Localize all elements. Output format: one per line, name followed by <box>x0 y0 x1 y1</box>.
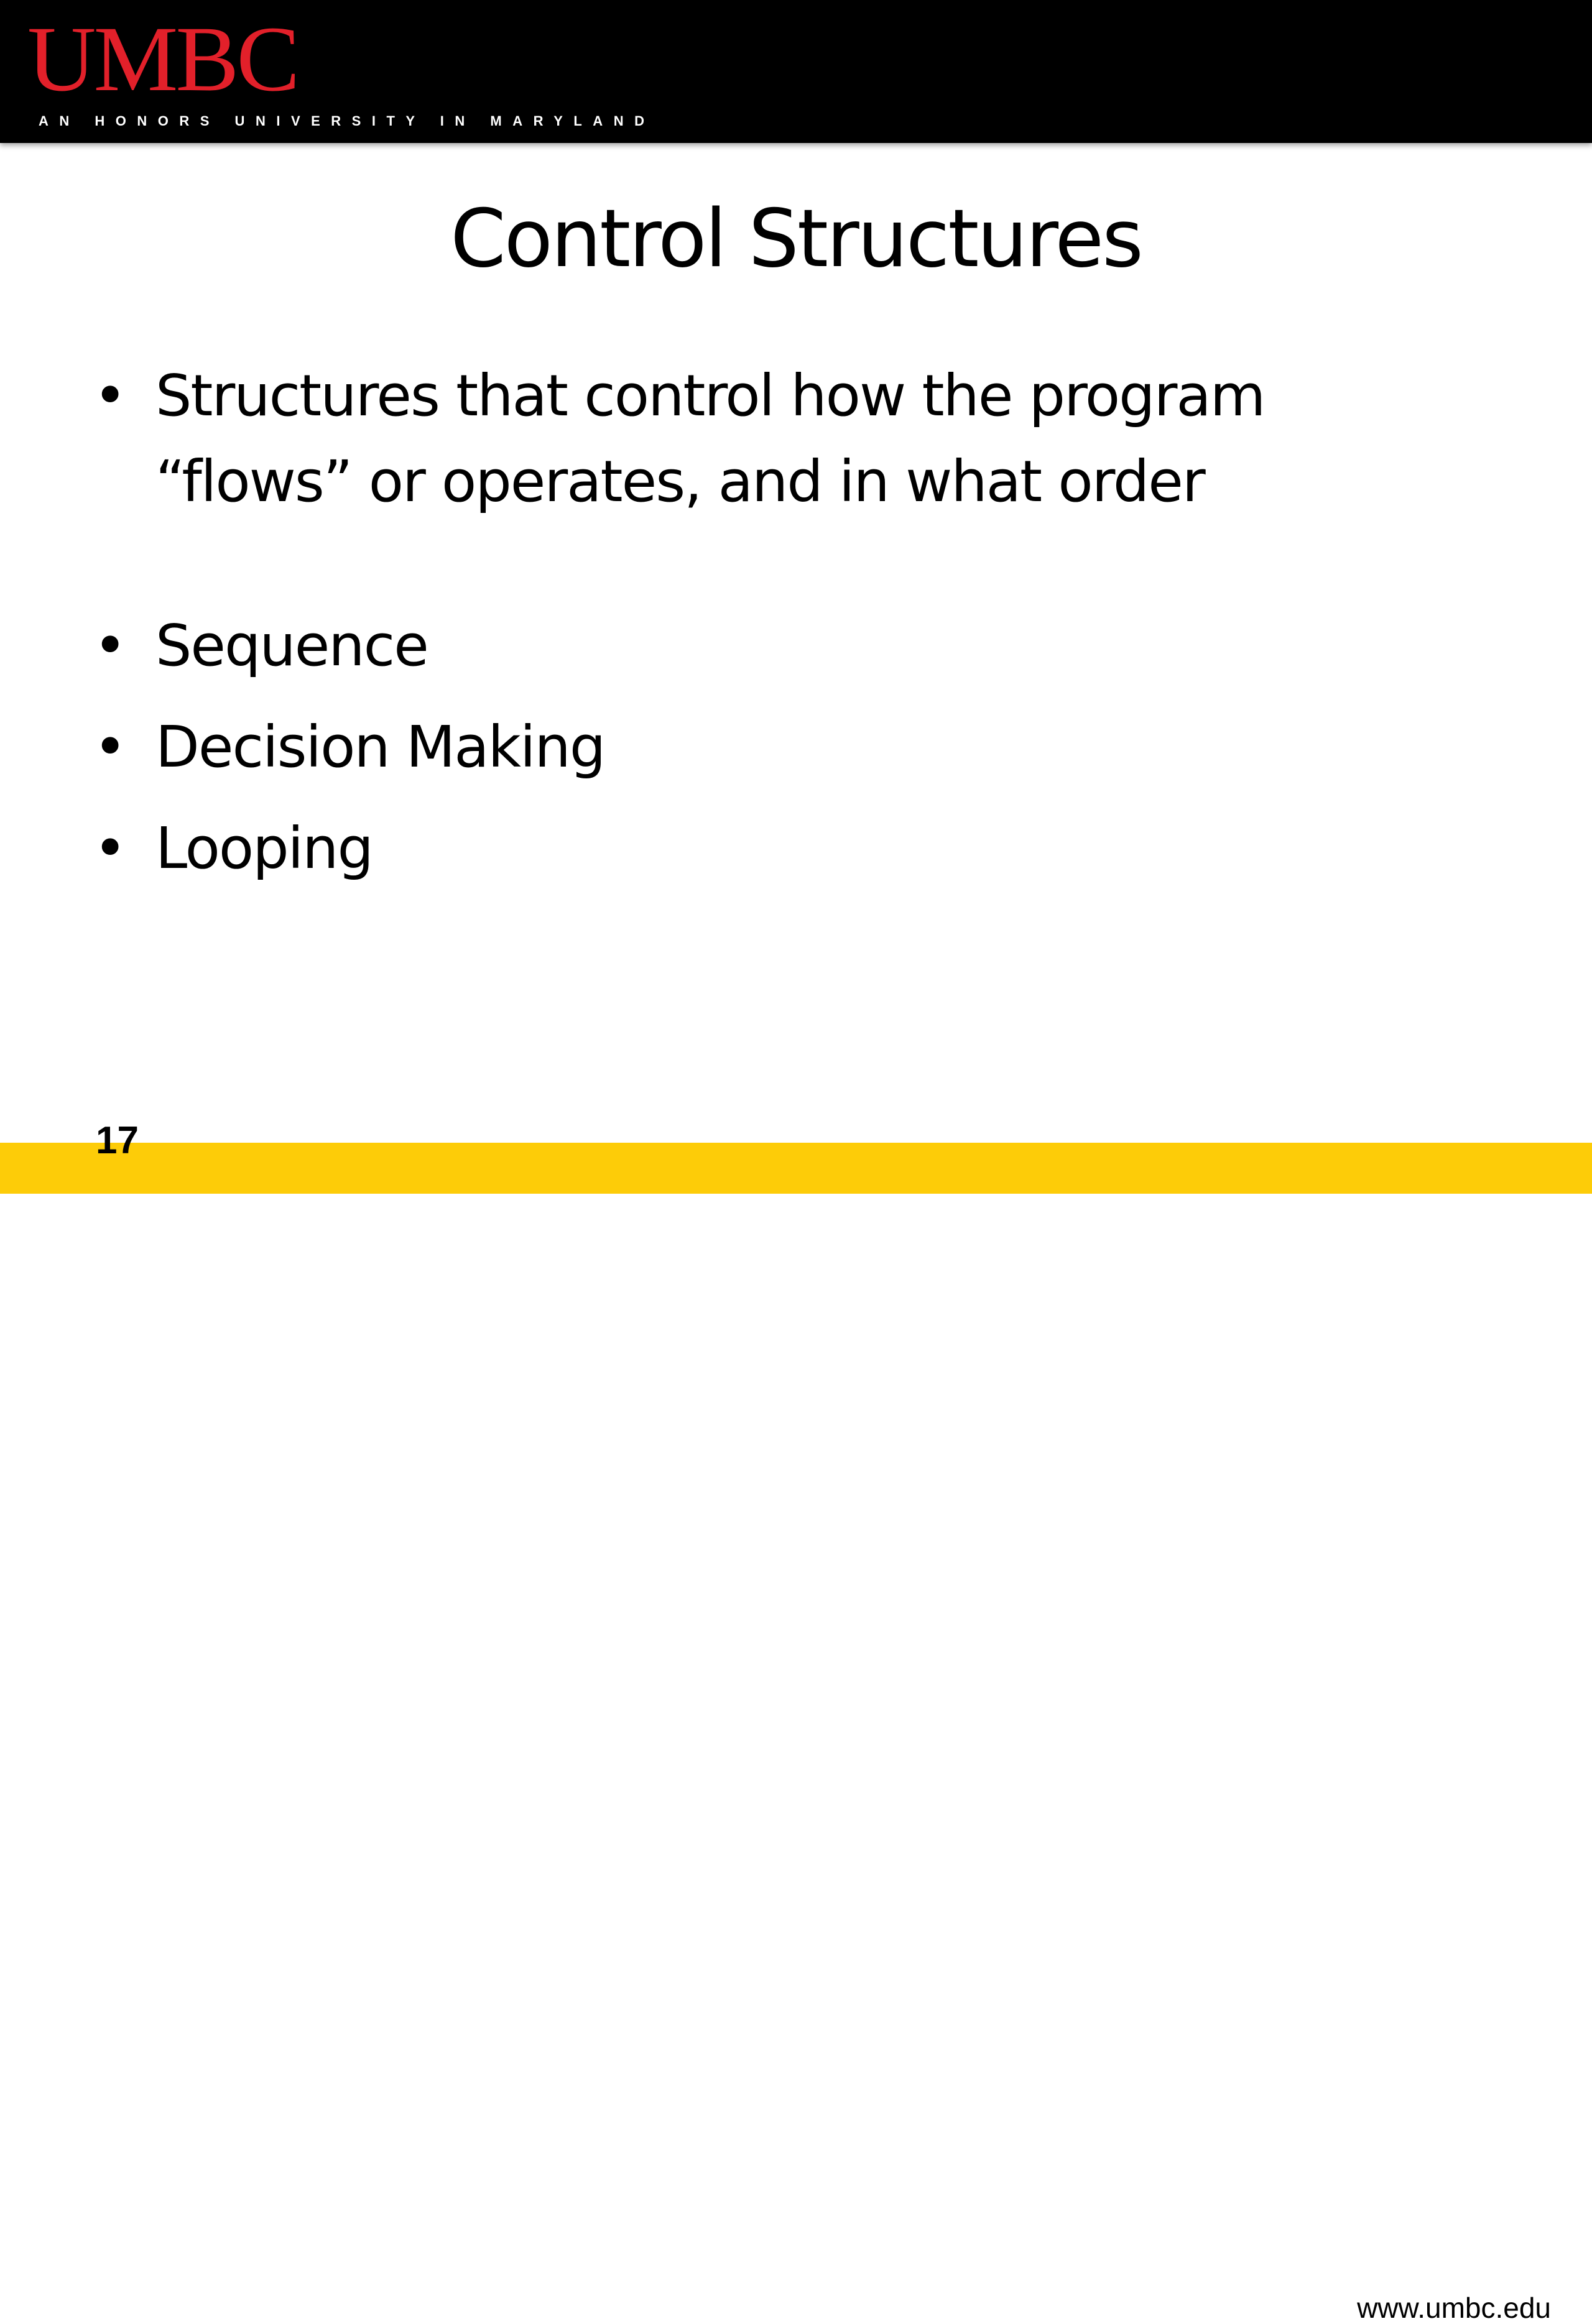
bullet-item <box>93 704 1461 790</box>
website-url: www.umbc.edu <box>1357 2292 1551 2324</box>
bullet-item <box>93 603 1461 689</box>
bullet-text: Looping <box>155 815 373 882</box>
bullet-text: Decision Making <box>155 714 605 780</box>
university-tagline: AN HONORS UNIVERSITY IN MARYLAND <box>39 113 655 129</box>
footer-bar <box>0 1143 1592 2324</box>
bullet-text: Sequence <box>155 612 428 679</box>
bullet-icon: • <box>93 362 126 429</box>
slide-title: Control Structures <box>450 193 1142 285</box>
bullet-text: Structures that control how the program “flows” or operates, and in what order <box>155 362 1265 515</box>
bullet-item <box>93 353 1461 525</box>
bullet-icon: • <box>93 612 126 679</box>
bullet-icon: • <box>93 714 126 780</box>
umbc-logo: UMBC <box>27 7 298 111</box>
page-number: 17 <box>96 1119 139 1162</box>
bullet-icon: • <box>93 815 126 882</box>
bullet-item <box>93 806 1461 892</box>
